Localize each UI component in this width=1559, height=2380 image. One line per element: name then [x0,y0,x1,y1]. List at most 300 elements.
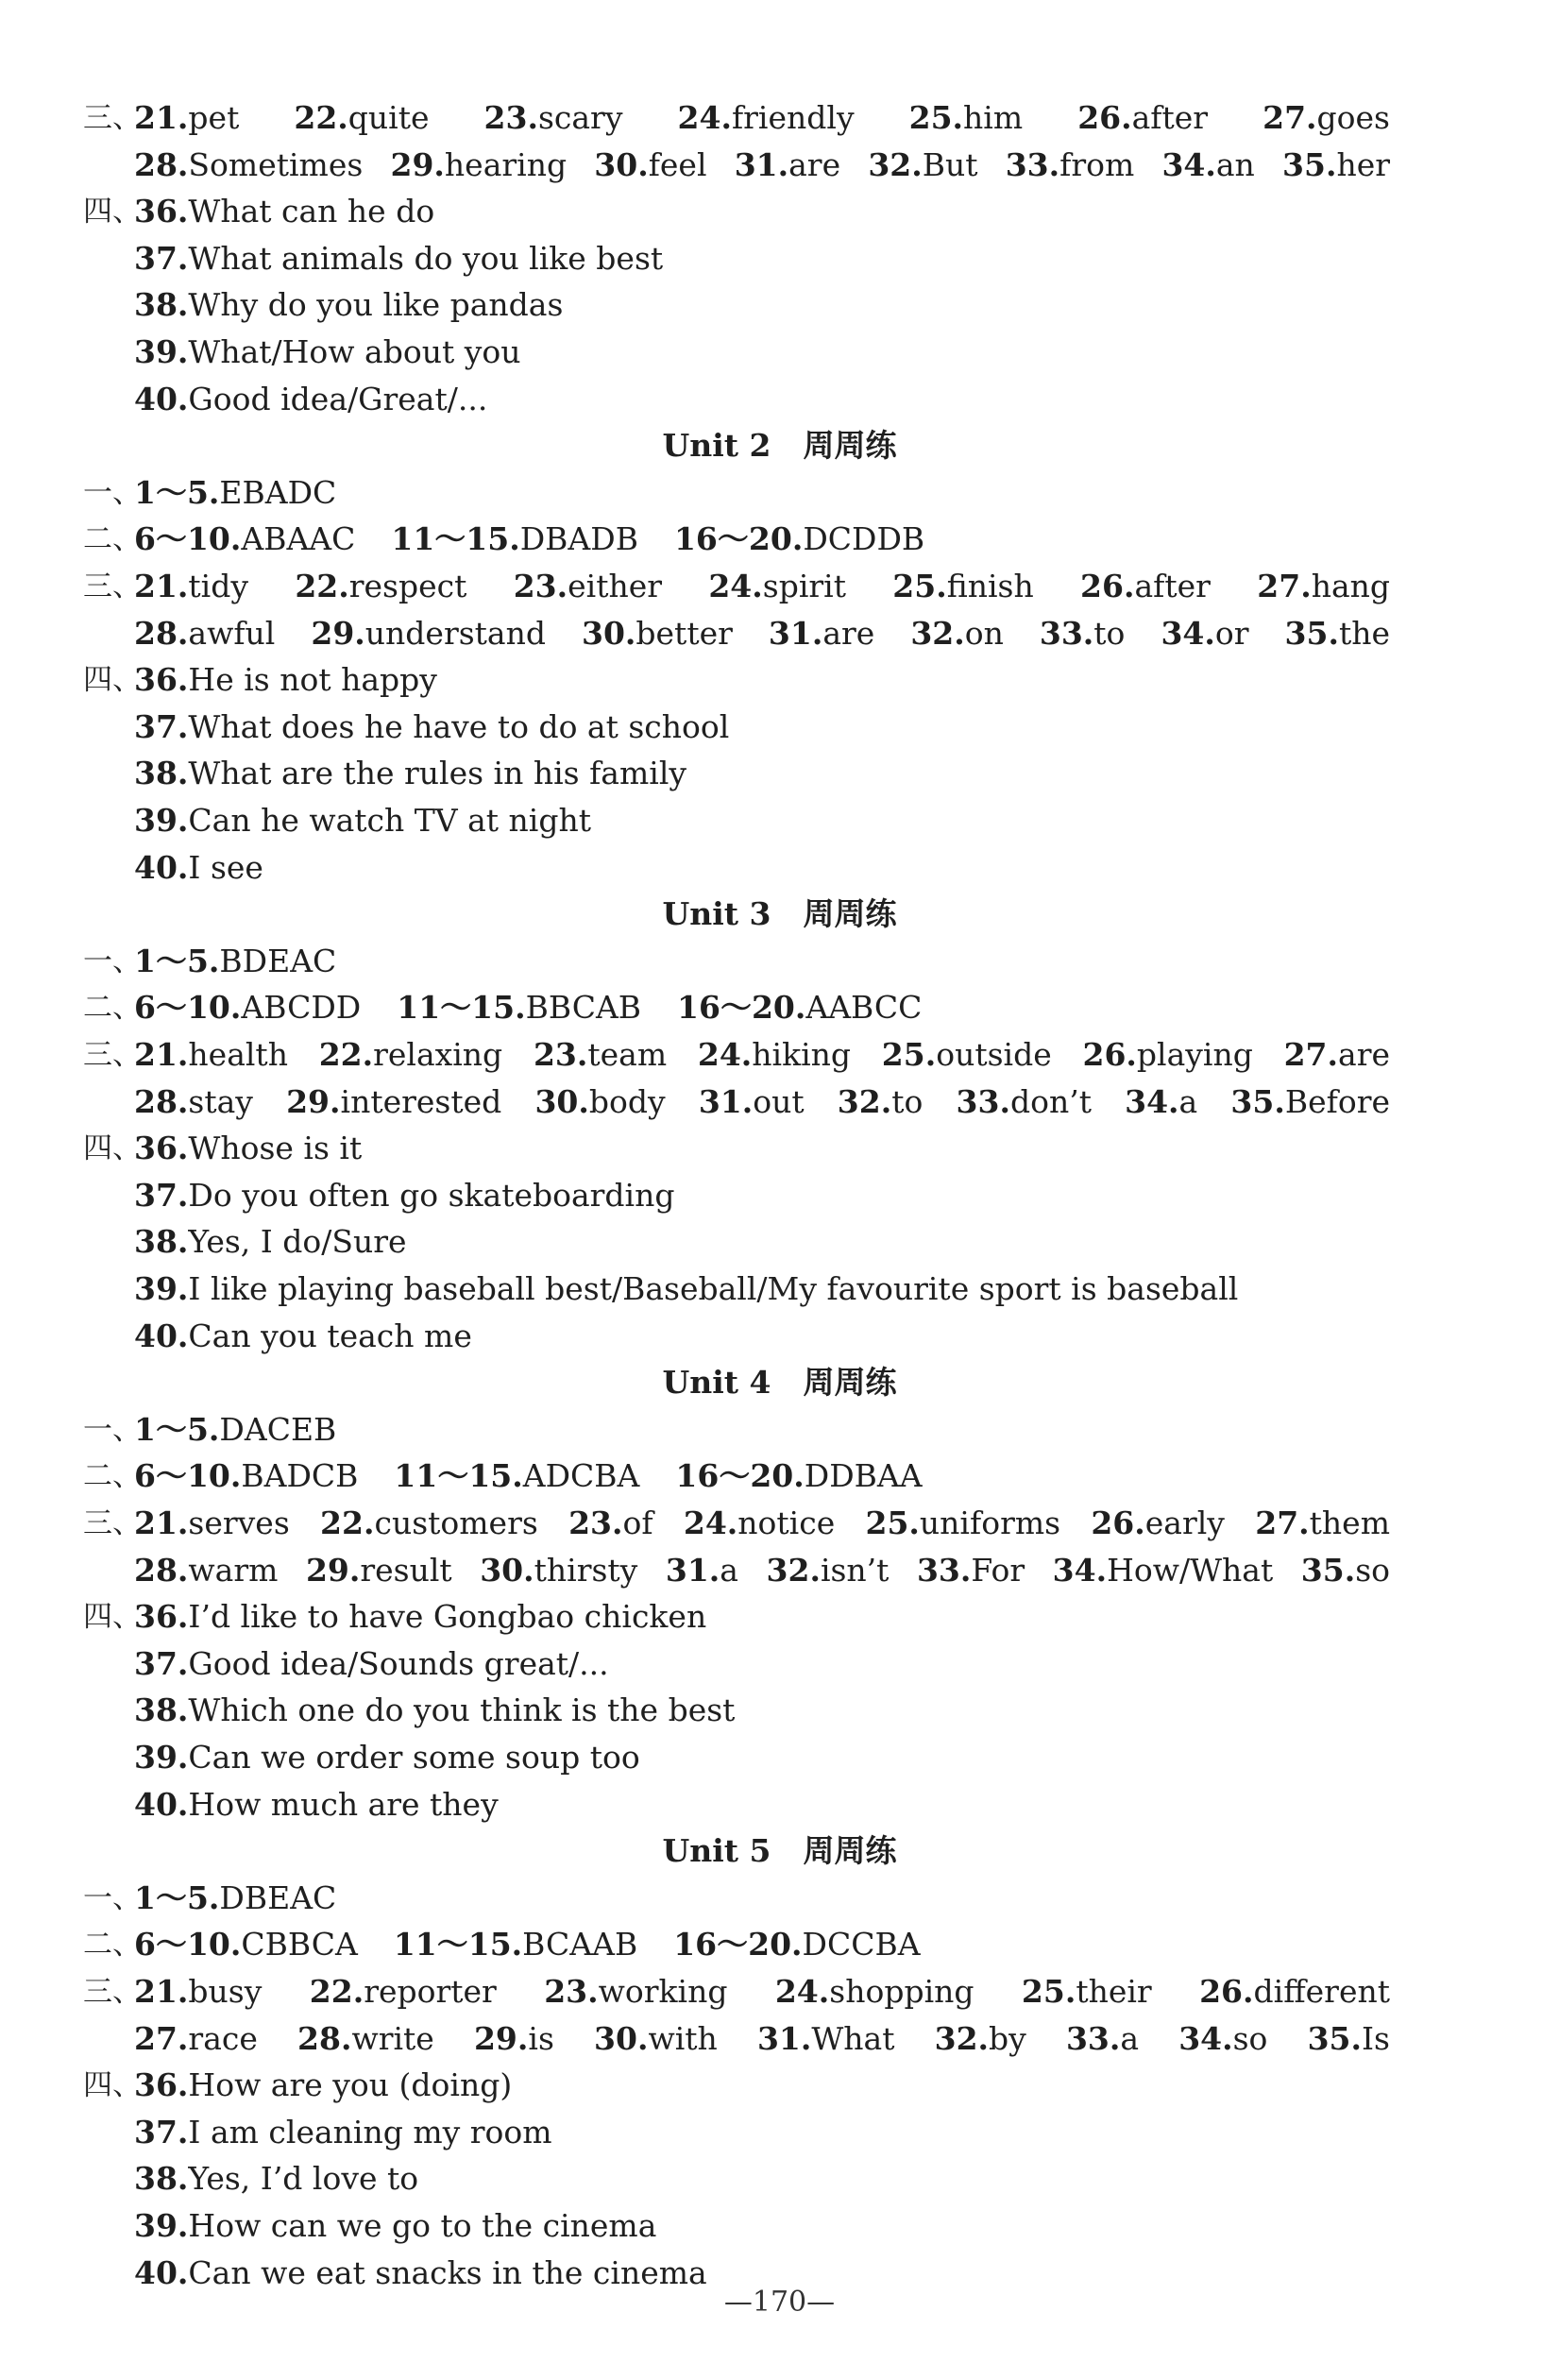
answer-number: 28. [134,145,189,183]
answer-text: Yes, I do/Sure [188,1223,407,1261]
section-4-line [0,1640,1559,1688]
answer-text: don’t [1009,1082,1092,1120]
section-number: 二、 [83,1459,142,1494]
answer-number: 24. [683,1504,738,1541]
answer-number: 40. [134,2253,189,2291]
answer-item [1282,142,1390,189]
answer-text: them [1309,1504,1390,1541]
answer-number: 38. [134,286,189,324]
answer-number: 29. [390,145,445,183]
answer-item [394,1453,639,1500]
section-number: 二、 [83,522,142,557]
section-3-line [0,1031,1559,1079]
answer-text: after [1131,99,1209,136]
answer-item [134,281,563,329]
answer-text: shopping [829,1973,974,2010]
answer-number: 35. [1282,145,1337,183]
section-3-line [0,563,1559,610]
answer-number: 24. [774,1973,830,2010]
answer-text: spirit [762,568,846,604]
answer-text: CBBCA [241,1926,358,1964]
answer-text: ADCBA [522,1457,640,1495]
section-1-line [0,938,1559,985]
answer-item [1077,94,1208,142]
answer-number: 28. [134,614,189,652]
section-4-line [0,1266,1559,1313]
answer-number: 37. [134,1644,189,1682]
section-number: 三、 [83,101,142,135]
answer-number: 32. [910,614,965,652]
answer-number: 27. [1257,568,1312,604]
answer-item [1082,1031,1252,1079]
unit-title: Unit 5 [662,1832,771,1870]
answer-text: result [360,1551,452,1589]
answer-item [892,563,1033,610]
answer-item [134,1734,640,1781]
section-number: 四、 [83,663,142,698]
answer-item [134,1921,358,1968]
answer-item [1091,1500,1225,1547]
answer-text: thirsty [534,1551,638,1589]
answer-number: 33. [916,1551,972,1589]
section-number: 二、 [83,991,142,1026]
answer-text: Whose is it [188,1130,363,1167]
answer-item [674,516,924,563]
answer-text: is [528,2019,554,2057]
answer-item [909,94,1024,142]
section-number: 三、 [83,1975,142,2009]
answer-item [134,188,434,235]
answer-text: a [1178,1082,1198,1120]
answer-number: 23. [513,568,568,604]
section-4-line [0,329,1559,376]
unit-label: 周周练 [803,427,897,465]
answer-text: What are the rules in his family [188,755,687,792]
answer-item [134,2155,418,2202]
section-number: 四、 [83,195,142,230]
answer-number: 35. [1284,614,1339,652]
answer-item [134,2202,656,2250]
answer-item [134,704,729,751]
section-3-line-continued [0,1079,1559,1126]
answer-text: Sometimes [188,145,364,183]
answer-item [673,1921,920,1968]
answer-item [134,2109,552,2156]
answer-text: race [188,2019,258,2057]
section-number: 四、 [83,1600,142,1635]
answer-text: from [1059,145,1135,183]
answer-text: I’d like to have Gongbao chicken [188,1598,707,1636]
answer-item [134,1500,290,1547]
answer-number: 29. [311,614,365,652]
answer-number: 33. [956,1082,1010,1120]
answer-number: 30. [594,2019,649,2057]
answer-item [474,2015,554,2063]
section-1-line [0,469,1559,517]
answer-text: customers [374,1504,538,1541]
answer-text: How much are they [188,1785,499,1823]
answer-number: 1～5. [134,1410,220,1448]
answer-text: or [1214,614,1249,652]
answer-item [757,2015,895,2063]
answer-text: Why do you like pandas [188,286,564,324]
answer-item [134,1453,358,1500]
answer-text: a [1120,2019,1140,2057]
section-number: 三、 [83,1038,142,1072]
answer-number: 25. [881,1036,937,1073]
answer-text: tidy [188,568,249,604]
answer-number: 31. [756,2019,812,2057]
answer-item [544,1968,727,2015]
page-number: —170— [723,2286,836,2319]
answer-item [294,94,429,142]
answer-text: How are you (doing) [188,2066,513,2104]
unit-label: 周周练 [803,895,897,933]
answer-item [1199,1968,1390,2015]
answer-number: 23. [568,1504,623,1541]
section-number: 三、 [83,1506,142,1540]
unit-label: 周周练 [803,1832,897,1870]
answer-text: uniforms [919,1504,1061,1541]
answer-item [397,984,641,1031]
answer-text: serves [188,1504,290,1541]
answer-text: DCCBA [802,1926,921,1964]
section-4-line [0,1734,1559,1781]
answer-number: 23. [533,1036,588,1073]
section-4-line [0,1125,1559,1172]
answer-text: ABCDD [241,989,362,1027]
answer-text: hang [1311,568,1390,604]
answer-text: EBADC [219,473,337,511]
answer-item [677,984,922,1031]
answer-text: awful [188,614,276,652]
answer-text: Is [1362,2019,1390,2057]
answer-text: by [989,2019,1026,2057]
answer-number: 6～10. [134,520,242,558]
answer-text: DACEB [219,1410,337,1448]
answer-item [390,142,567,189]
answer-number: 29. [473,2019,529,2057]
answer-item [1257,563,1390,610]
answer-text: a [720,1551,738,1589]
answer-item [838,1079,924,1126]
answer-text: are [788,145,841,183]
answer-item [286,1079,501,1126]
answer-item [134,1172,674,1219]
answer-number: 24. [677,99,732,136]
answer-item [678,94,855,142]
answer-text: Can you teach me [188,1317,472,1354]
answer-item [394,1921,637,1968]
answer-number: 23. [483,99,538,136]
answer-item [1161,610,1248,657]
answer-number: 39. [134,2207,189,2244]
section-4-line [0,281,1559,329]
section-1-line [0,1875,1559,1922]
section-number: 一、 [83,475,142,510]
answer-number: 22. [320,1504,375,1541]
answer-text: write [351,2019,434,2057]
section-4-line [0,797,1559,844]
answer-text: How can we go to the cinema [188,2207,657,2244]
answer-item [134,516,355,563]
answer-item [134,94,239,142]
answer-text: on [964,614,1004,652]
unit-heading [0,1359,1559,1406]
answer-number: 28. [134,1551,189,1589]
section-4-line [0,1313,1559,1360]
answer-item [1308,2015,1390,2063]
section-3-line [0,1968,1559,2015]
section-4-line [0,2109,1559,2156]
answer-text: respect [348,568,467,604]
answer-text: outside [936,1036,1052,1073]
answer-text: scary [537,99,623,136]
section-1-line [0,1406,1559,1454]
section-number: 一、 [83,944,142,978]
answer-number: 26. [1199,1973,1254,2010]
unit-title: Unit 3 [662,895,771,933]
answer-number: 29. [286,1082,341,1120]
answer-item [319,1031,503,1079]
answer-number: 38. [134,1223,189,1261]
answer-number: 37. [134,1176,189,1214]
answer-item [866,1500,1061,1547]
answer-text: hearing [444,145,568,183]
answer-item [134,1781,499,1828]
answer-item [134,844,263,892]
answer-item [882,1031,1052,1079]
answer-item [134,2062,512,2109]
answer-text: out [753,1082,805,1120]
answer-text: For [971,1551,1025,1589]
answer-text: DCDDB [803,520,925,558]
section-2-line [0,1453,1559,1500]
answer-text: isn’t [820,1551,890,1589]
answer-text: Good idea/Sounds great/... [188,1644,609,1682]
answer-item [534,1031,667,1079]
answer-item [1262,94,1390,142]
answer-item [699,1079,805,1126]
answer-number: 37. [134,707,189,745]
answer-number: 31. [734,145,789,183]
answer-text: the [1338,614,1390,652]
answer-text: DBEAC [219,1878,337,1916]
answer-text: AABCC [805,989,923,1027]
answer-item [1178,2015,1267,2063]
answer-number: 33. [1005,145,1060,183]
answer-text: I see [188,848,263,886]
section-4-line [0,2202,1559,2250]
answer-number: 37. [134,2113,189,2150]
answer-text: interested [340,1082,502,1120]
unit-heading [0,1828,1559,1875]
section-4-line [0,704,1559,751]
answer-item [1230,1079,1390,1126]
answer-item [582,610,733,657]
answer-text: him [963,99,1024,136]
answer-item [1255,1500,1390,1547]
answer-number: 21. [134,1504,189,1541]
answer-number: 37. [134,239,189,277]
answer-item [484,94,623,142]
answer-text: relaxing [373,1036,503,1073]
answer-text: busy [188,1973,263,2010]
unit-heading [0,422,1559,469]
answer-number: 21. [134,99,189,136]
answer-text: Before [1284,1082,1390,1120]
answer-number: 1～5. [134,473,220,511]
answer-item [775,1968,974,2015]
answer-number: 30. [480,1551,534,1589]
answer-text: better [635,614,733,652]
answer-text: so [1232,2019,1268,2057]
section-number: 二、 [83,1928,142,1963]
answer-text: What does he have to do at school [188,707,730,745]
answer-text: I am cleaning my room [188,2113,552,2150]
answer-item [1040,610,1126,657]
section-number: 三、 [83,570,142,604]
section-4-line [0,1781,1559,1828]
unit-title: Unit 4 [662,1364,771,1402]
section-number: 四、 [83,1131,142,1166]
answer-item [534,1079,665,1126]
answer-item [295,563,466,610]
answer-number: 30. [594,145,649,183]
answer-number: 16～20. [677,989,806,1027]
answer-text: hiking [752,1036,852,1073]
answer-item [767,1547,890,1594]
answer-item [1022,1968,1152,2015]
answer-text: pet [188,99,240,136]
answer-item [910,610,1004,657]
answer-number: 28. [134,1082,189,1120]
answer-text: feel [648,145,707,183]
answer-number: 16～20. [673,1926,803,1964]
answer-item [594,142,706,189]
section-4-line [0,844,1559,892]
unit-title: Unit 2 [662,427,771,465]
answer-item [684,1500,835,1547]
answer-text: What animals do you like best [188,239,664,277]
answer-item [134,984,361,1031]
answer-number: 39. [134,1270,189,1307]
answer-item [1053,1547,1274,1594]
answer-text: working [598,1973,728,2010]
answer-number: 40. [134,848,189,886]
answer-item [134,469,336,517]
answer-item [1125,1079,1197,1126]
answer-text: either [568,568,663,604]
answer-number: 26. [1080,568,1135,604]
answer-text: health [188,1036,288,1073]
section-4-line [0,2155,1559,2202]
answer-item [134,1687,735,1734]
answer-text: playing [1136,1036,1253,1073]
answer-text: finish [946,568,1034,604]
answer-item [134,376,487,423]
answer-item [868,142,977,189]
answer-number: 25. [892,568,947,604]
answer-item [391,516,638,563]
answer-text: Good idea/Great/... [188,380,488,417]
answer-item [306,1547,452,1594]
answer-item [134,235,663,282]
answer-item [134,1547,278,1594]
answer-number: 36. [134,1130,189,1167]
answer-number: 39. [134,1739,189,1776]
unit-label: 周周练 [803,1364,897,1402]
answer-number: 1～5. [134,1878,220,1916]
section-3-line-continued [0,1547,1559,1594]
answer-text: How/What [1107,1551,1274,1589]
section-3-line-continued [0,610,1559,657]
answer-text: an [1215,145,1255,183]
answer-number: 25. [908,99,964,136]
answer-number: 32. [766,1551,821,1589]
answer-text: What can he do [188,193,435,230]
answer-number: 27. [1283,1036,1339,1073]
answer-text: with [648,2019,718,2057]
answer-number: 24. [708,568,763,604]
answer-text: different [1253,1973,1390,2010]
answer-number: 31. [768,614,823,652]
answer-number: 33. [1039,614,1094,652]
answer-number: 35. [1307,2019,1363,2057]
section-4-line [0,188,1559,235]
answer-item [134,1968,262,2015]
answer-text: DBADB [519,520,638,558]
answer-item [134,1218,407,1266]
answer-number: 6～10. [134,1926,242,1964]
answer-text: BDEAC [219,942,337,979]
section-3-line-continued [0,142,1559,189]
answer-text: BCAAB [522,1926,638,1964]
answer-item [134,750,686,797]
section-4-line [0,235,1559,282]
answer-number: 16～20. [673,520,804,558]
answer-text: Which one do you think is the best [188,1692,736,1729]
answer-number: 11～15. [391,520,520,558]
answer-text: What [811,2019,895,2057]
section-4-line [0,1172,1559,1219]
answer-item [134,1125,362,1172]
answer-number: 22. [295,568,349,604]
answer-item [134,1079,253,1126]
answer-item [134,563,248,610]
answer-number: 27. [1262,99,1317,136]
section-4-line [0,1593,1559,1640]
answer-number: 28. [297,2019,352,2057]
answer-number: 22. [294,99,348,136]
answer-item [769,610,874,657]
answer-number: 11～15. [397,989,526,1027]
answer-text: Can he watch TV at night [188,802,591,839]
answer-item [1006,142,1135,189]
answer-text: are [822,614,875,652]
answer-text: goes [1316,99,1390,136]
answer-text: her [1336,145,1390,183]
answer-number: 29. [305,1551,361,1589]
answer-number: 21. [134,1973,189,2010]
answer-text: Can we eat snacks in the cinema [188,2253,707,2291]
answer-item [134,1406,336,1454]
section-4-line [0,1687,1559,1734]
answer-text: Can we order some soup too [188,1739,640,1776]
answer-number: 34. [1161,145,1216,183]
answer-number: 23. [544,1973,599,2010]
answer-item [480,1547,637,1594]
